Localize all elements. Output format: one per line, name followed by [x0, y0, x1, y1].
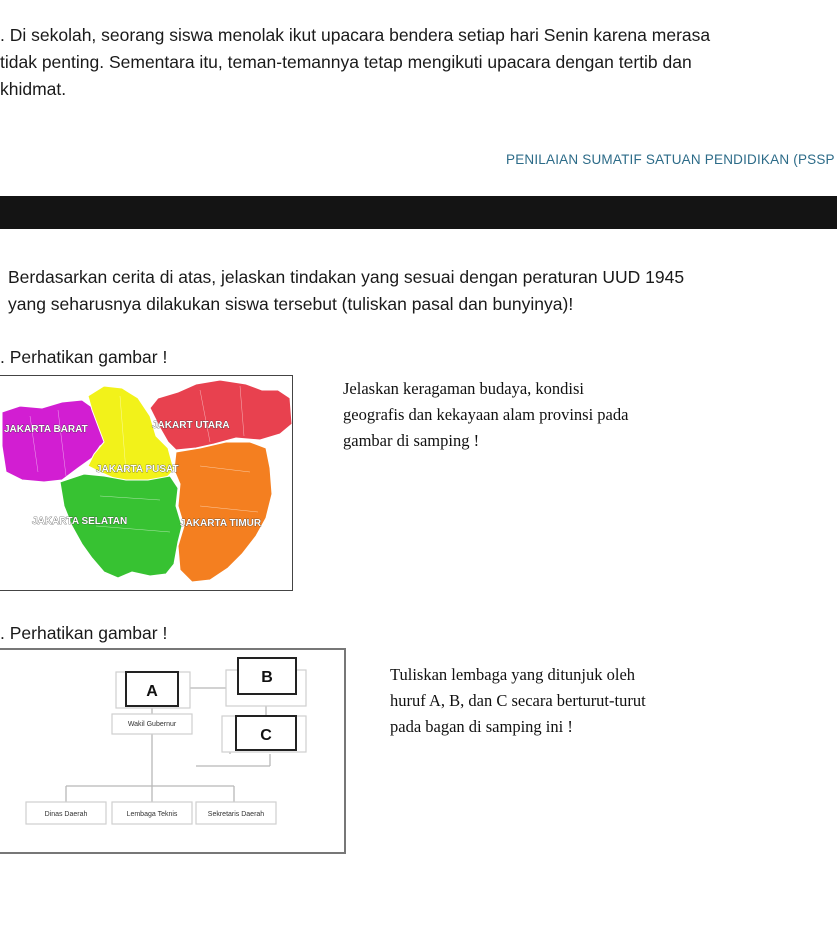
- question-3-instruction: [343, 376, 723, 454]
- org-box-b-letter: B: [261, 669, 273, 686]
- jakarta-map-figure: [0, 375, 293, 591]
- org-box-a-letter: A: [146, 683, 158, 700]
- page-divider-band: [0, 196, 837, 229]
- org-box-c-letter: C: [260, 727, 272, 744]
- question-4-label: . Perhatikan gambar !: [0, 623, 168, 643]
- question-1-line-1: . Di sekolah, seorang siswa menolak ikut upacara bendera setiap hari Senin karena merasa: [0, 25, 711, 45]
- label-jakarta-barat: JAKARTA BARAT: [4, 424, 88, 435]
- question-4-line-2: huruf A, B, dan C secara berturut-turut: [390, 691, 646, 710]
- question-2-text: [8, 264, 837, 318]
- region-utara: [150, 380, 292, 450]
- org-chart-svg: [0, 650, 342, 848]
- label-jakarta-utara: JAKART UTARA: [152, 420, 230, 431]
- question-1-line-2: tidak penting. Sementara itu, teman-temannya tetap mengikuti upacara dengan tertib dan: [0, 52, 692, 72]
- org-label-lembaga: Lembaga Teknis: [126, 811, 178, 818]
- question-2-line-2: yang seharusnya dilakukan siswa tersebut (tuliskan pasal dan bunyinya)!: [8, 294, 574, 314]
- org-label-sekretaris: Sekretaris Daerah: [207, 811, 265, 818]
- question-1-text: [0, 22, 837, 103]
- label-jakarta-pusat: JAKARTA PUSAT: [96, 464, 179, 475]
- question-3-label: . Perhatikan gambar !: [0, 347, 168, 367]
- question-3-line-3: gambar di samping !: [343, 431, 480, 450]
- jakarta-map-svg: [0, 376, 292, 590]
- page-header-title: PENILAIAN SUMATIF SATUAN PENDIDIKAN (PSSP: [506, 152, 835, 167]
- question-4-instruction: [390, 662, 810, 740]
- label-jakarta-timur: JAKARTA TIMUR: [180, 518, 262, 529]
- question-2-line-1: Berdasarkan cerita di atas, jelaskan tindakan yang sesuai dengan peraturan UUD 1945: [8, 267, 685, 287]
- org-label-wakil: Wakil Gubernur: [127, 721, 177, 728]
- org-label-dinas: Dinas Daerah: [44, 811, 88, 818]
- question-4-line-3: pada bagan di samping ini !: [390, 717, 573, 736]
- label-jakarta-selatan: JAKARTA SELATAN: [32, 516, 128, 527]
- question-4-line-1: Tuliskan lembaga yang ditunjuk oleh: [390, 665, 636, 684]
- question-1-line-3: khidmat.: [0, 79, 67, 99]
- org-chart-figure: [0, 648, 346, 854]
- question-3-line-2: geografis dan kekayaan alam provinsi pada: [343, 405, 629, 424]
- question-3-line-1: Jelaskan keragaman budaya, kondisi: [343, 379, 585, 398]
